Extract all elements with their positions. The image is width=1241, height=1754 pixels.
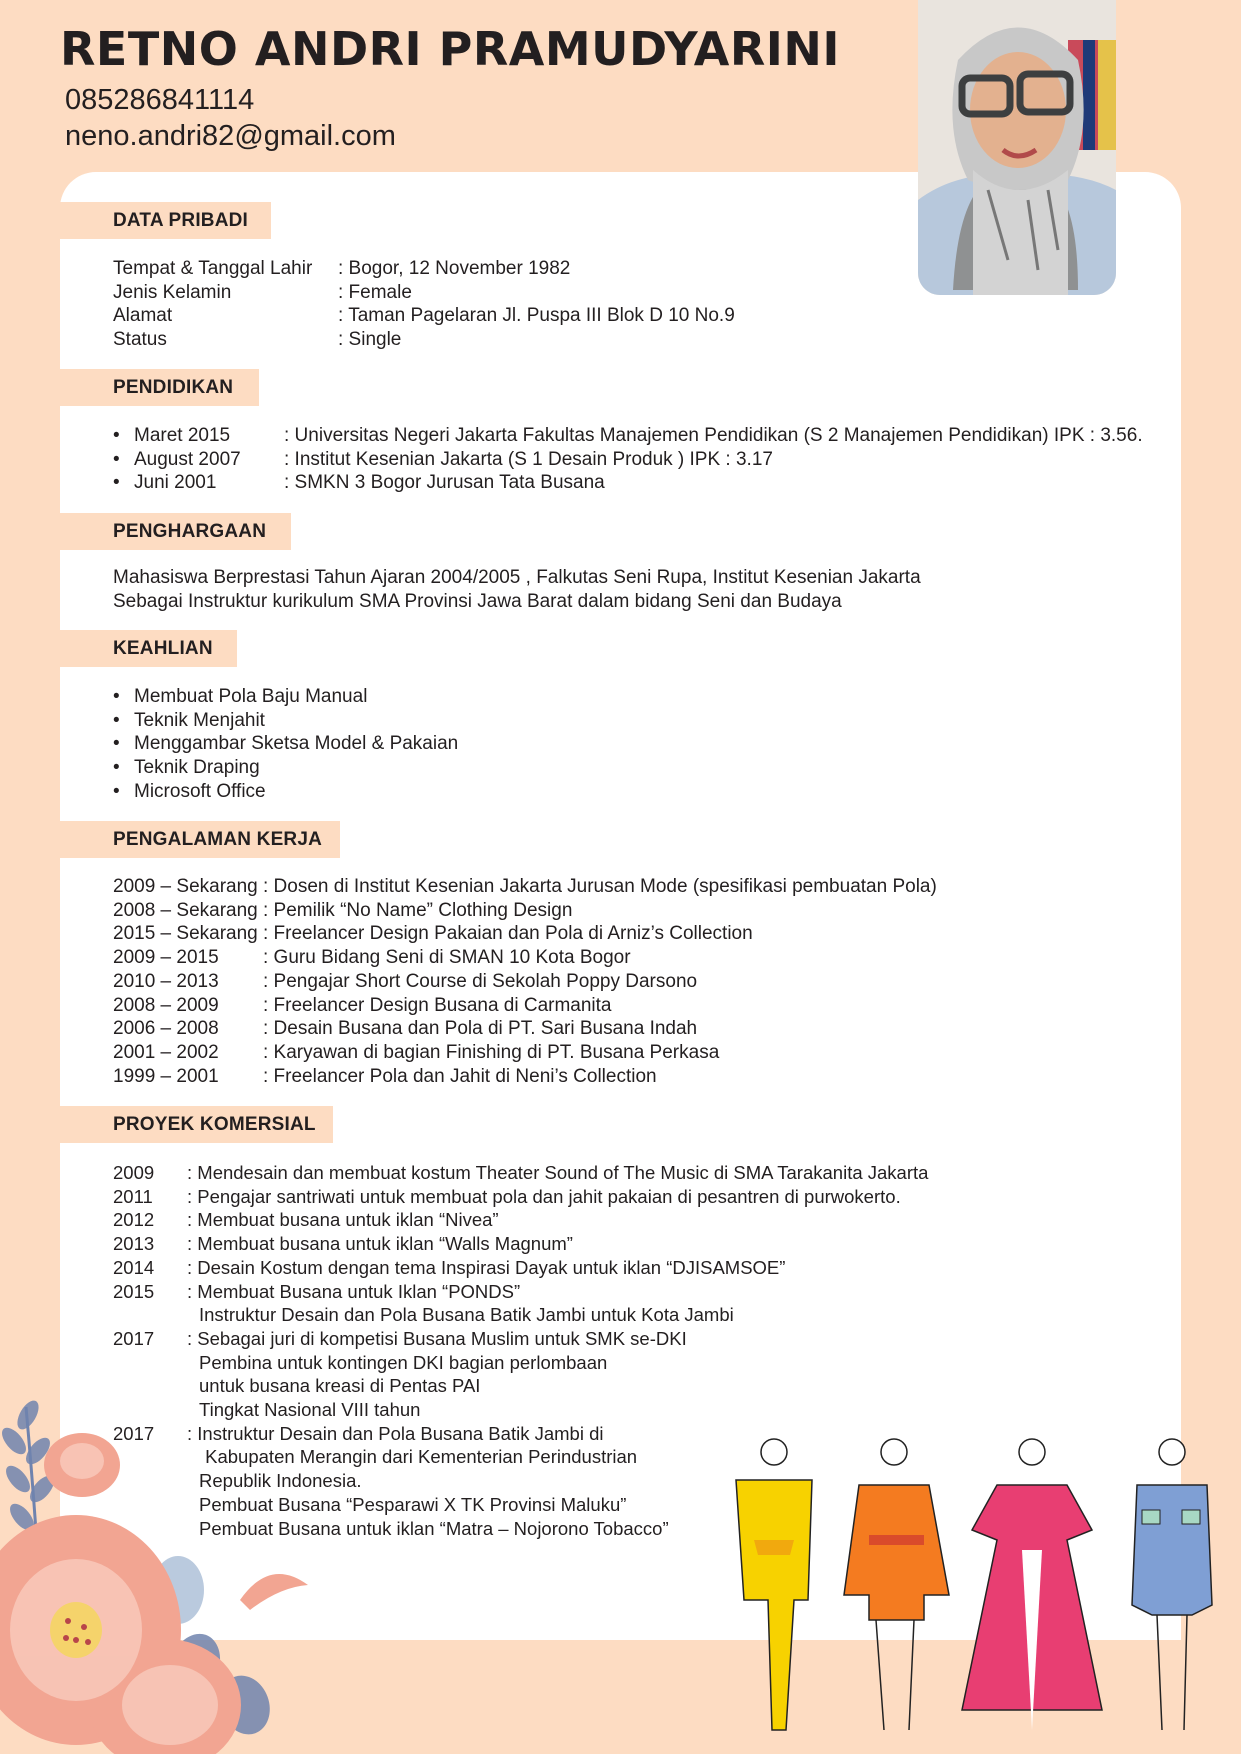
experience-detail: : Freelancer Design Busana di Carmanita: [263, 994, 612, 1016]
experience-detail: : Pemilik “No Name” Clothing Design: [263, 899, 573, 921]
section-header-pengalaman-kerja: PENGALAMAN KERJA: [60, 821, 340, 858]
experience-row: [113, 899, 937, 923]
field-value: : Female: [338, 281, 412, 303]
field-value: : Taman Pagelaran Jl. Puspa III Blok D 10 No.9: [338, 305, 735, 327]
project-continuation: Kabupaten Merangin dari Kementerian Perindustrian: [200, 1446, 638, 1468]
experience-row: [113, 1065, 937, 1089]
project-detail: : Sebagai juri di kompetisi Busana Muslim untuk SMK se-DKI: [187, 1327, 687, 1349]
section-header-keahlian: KEAHLIAN: [60, 630, 237, 667]
project-detail: : Mendesain dan membuat kostum Theater Sound of The Music di SMA Tarakanita Jakarta: [187, 1162, 929, 1183]
experience-detail: : Karyawan di bagian Finishing di PT. Busana Perkasa: [263, 1041, 720, 1063]
project-year: 2013: [113, 1233, 155, 1255]
experience-period: 2015 – Sekarang: [113, 923, 258, 945]
bullet-icon: •: [113, 425, 120, 446]
experience-detail: : Desain Busana dan Pola di PT. Sari Busana Indah: [263, 1018, 698, 1040]
field-label: Jenis Kelamin: [113, 281, 232, 303]
skills-list: [113, 685, 458, 804]
bullet-icon: •: [113, 709, 120, 731]
section-header-proyek-komersial: PROYEK KOMERSIAL: [60, 1106, 333, 1143]
experience-detail: : Guru Bidang Seni di SMAN 10 Kota Bogor: [263, 947, 631, 969]
education-detail: : Universitas Negeri Jakarta Fakultas Manajemen Pendidikan (S 2 Manajemen Pendidikan) IPK : 3.56.: [284, 425, 1143, 446]
experience-period: 2006 – 2008: [113, 1018, 219, 1040]
field-value: : Single: [338, 329, 402, 351]
project-row: [113, 1161, 928, 1185]
field-value: : Bogor, 12 November 1982: [338, 258, 571, 279]
experience-row: [113, 970, 937, 994]
experience-detail: : Pengajar Short Course di Sekolah Poppy Darsono: [263, 970, 698, 992]
education-date: Maret 2015: [134, 425, 231, 446]
project-row: [113, 1232, 928, 1256]
project-continuation: Republik Indonesia.: [199, 1470, 362, 1492]
project-year: 2017: [113, 1327, 155, 1349]
bullet-icon: •: [113, 733, 120, 755]
skill-label: Teknik Menjahit: [134, 709, 265, 731]
skill-label: Membuat Pola Baju Manual: [134, 686, 368, 707]
experience-detail: : Dosen di Institut Kesenian Jakarta Jurusan Mode (spesifikasi pembuatan Pola): [263, 876, 937, 897]
project-detail: : Instruktur Desain dan Pola Busana Batik Jambi di: [187, 1422, 604, 1444]
projects-list: [113, 1161, 928, 1540]
field-label: Status: [113, 329, 167, 351]
project-row: [113, 1256, 928, 1280]
education-detail: : SMKN 3 Bogor Jurusan Tata Busana: [284, 472, 605, 494]
personal-data-row: [113, 328, 735, 352]
experience-row: [113, 922, 937, 946]
section-header-pendidikan: PENDIDIKAN: [60, 369, 259, 406]
experience-period: 2001 – 2002: [113, 1041, 219, 1063]
skill-item: [113, 780, 458, 804]
bullet-icon: •: [113, 757, 120, 779]
bullet-icon: •: [113, 686, 120, 707]
profile-photo-illustration: [918, 0, 1116, 295]
award-line: Sebagai Instruktur kurikulum SMA Provinsi Jawa Barat dalam bidang Seni dan Budaya: [113, 590, 842, 612]
project-detail: : Membuat busana untuk iklan “Walls Magnum”: [187, 1233, 573, 1255]
project-continuation: Tingkat Nasional VIII tahun: [199, 1399, 421, 1421]
education-date: August 2007: [134, 448, 241, 470]
bullet-icon: •: [113, 472, 120, 494]
skill-item: [113, 732, 458, 756]
project-detail: : Membuat busana untuk iklan “Nivea”: [187, 1209, 499, 1231]
project-year: 2014: [113, 1256, 155, 1278]
experience-detail: : Freelancer Pola dan Jahit di Neni’s Collection: [263, 1065, 657, 1087]
education-list: [113, 424, 1143, 495]
experience-period: 2008 – Sekarang: [113, 899, 258, 921]
skill-item: [113, 756, 458, 780]
project-detail: : Membuat Busana untuk Iklan “PONDS”: [187, 1280, 521, 1302]
project-row: [113, 1185, 928, 1209]
section-header-penghargaan: PENGHARGAAN: [60, 513, 291, 550]
project-year: 2015: [113, 1280, 155, 1302]
project-year: 2009: [113, 1162, 155, 1183]
project-detail: : Pengajar santriwati untuk membuat pola dan jahit pakaian di pesantren di purwokerto.: [187, 1185, 901, 1207]
project-row: [113, 1208, 928, 1232]
skill-label: Microsoft Office: [134, 780, 266, 802]
field-label: Alamat: [113, 305, 173, 327]
awards-list: [113, 566, 921, 613]
skill-label: Teknik Draping: [134, 757, 260, 779]
experience-row: [113, 875, 937, 899]
education-row: [113, 424, 1143, 448]
section-header-data-pribadi: DATA PRIBADI: [60, 202, 271, 239]
project-year: 2011: [113, 1185, 153, 1207]
project-row: [113, 1422, 928, 1446]
bullet-icon: •: [113, 780, 120, 802]
project-year: 2017: [113, 1422, 155, 1444]
project-continuation: Pembuat Busana untuk iklan “Matra – Nojorono Tobacco”: [199, 1517, 669, 1539]
experience-row: [113, 1017, 937, 1041]
education-detail: : Institut Kesenian Jakarta (S 1 Desain Produk ) IPK : 3.17: [284, 448, 773, 470]
skill-item: [113, 709, 458, 733]
experience-row: [113, 994, 937, 1018]
model-blue: [1132, 1439, 1212, 1730]
bullet-icon: •: [113, 448, 120, 470]
project-continuation: Instruktur Desain dan Pola Busana Batik Jambi untuk Kota Jambi: [199, 1304, 734, 1326]
experience-period: 1999 – 2001: [113, 1065, 219, 1087]
email-address: neno.andri82@gmail.com: [65, 120, 396, 152]
personal-data-row: [113, 281, 735, 305]
project-row: [113, 1327, 928, 1351]
experience-period: 2009 – 2015: [113, 947, 219, 969]
project-row: [113, 1280, 928, 1304]
project-year: 2012: [113, 1209, 155, 1231]
profile-photo: [918, 0, 1116, 295]
personal-data-row: [113, 304, 735, 328]
phone-number: 085286841114: [65, 84, 255, 116]
model-pink: [962, 1439, 1102, 1730]
experience-row: [113, 1041, 937, 1065]
skill-item: [113, 685, 458, 709]
experience-row: [113, 946, 937, 970]
education-date: Juni 2001: [134, 472, 217, 494]
education-row: [113, 471, 1143, 495]
personal-data-row: [113, 257, 735, 281]
personal-data-list: [113, 257, 735, 352]
experience-period: 2008 – 2009: [113, 994, 219, 1016]
project-continuation: untuk busana kreasi di Pentas PAI: [199, 1375, 481, 1397]
experience-list: [113, 875, 937, 1088]
candidate-name: RETNO ANDRI PRAMUDYARINI: [60, 22, 841, 76]
education-row: [113, 448, 1143, 472]
project-continuation: Pembuat Busana “Pesparawi X TK Provinsi Maluku”: [199, 1493, 627, 1515]
experience-period: 2009 – Sekarang: [113, 876, 258, 897]
experience-period: 2010 – 2013: [113, 970, 219, 992]
project-continuation: Pembina untuk kontingen DKI bagian perlombaan: [199, 1351, 608, 1373]
skill-label: Menggambar Sketsa Model & Pakaian: [134, 733, 459, 755]
experience-detail: : Freelancer Design Pakaian dan Pola di Arniz’s Collection: [263, 923, 753, 945]
field-label: Tempat & Tanggal Lahir: [113, 258, 313, 279]
project-detail: : Desain Kostum dengan tema Inspirasi Dayak untuk iklan “DJISAMSOE”: [187, 1256, 786, 1278]
award-line: Mahasiswa Berprestasi Tahun Ajaran 2004/2005 , Falkutas Seni Rupa, Institut Kesenian Jakarta: [113, 567, 921, 588]
